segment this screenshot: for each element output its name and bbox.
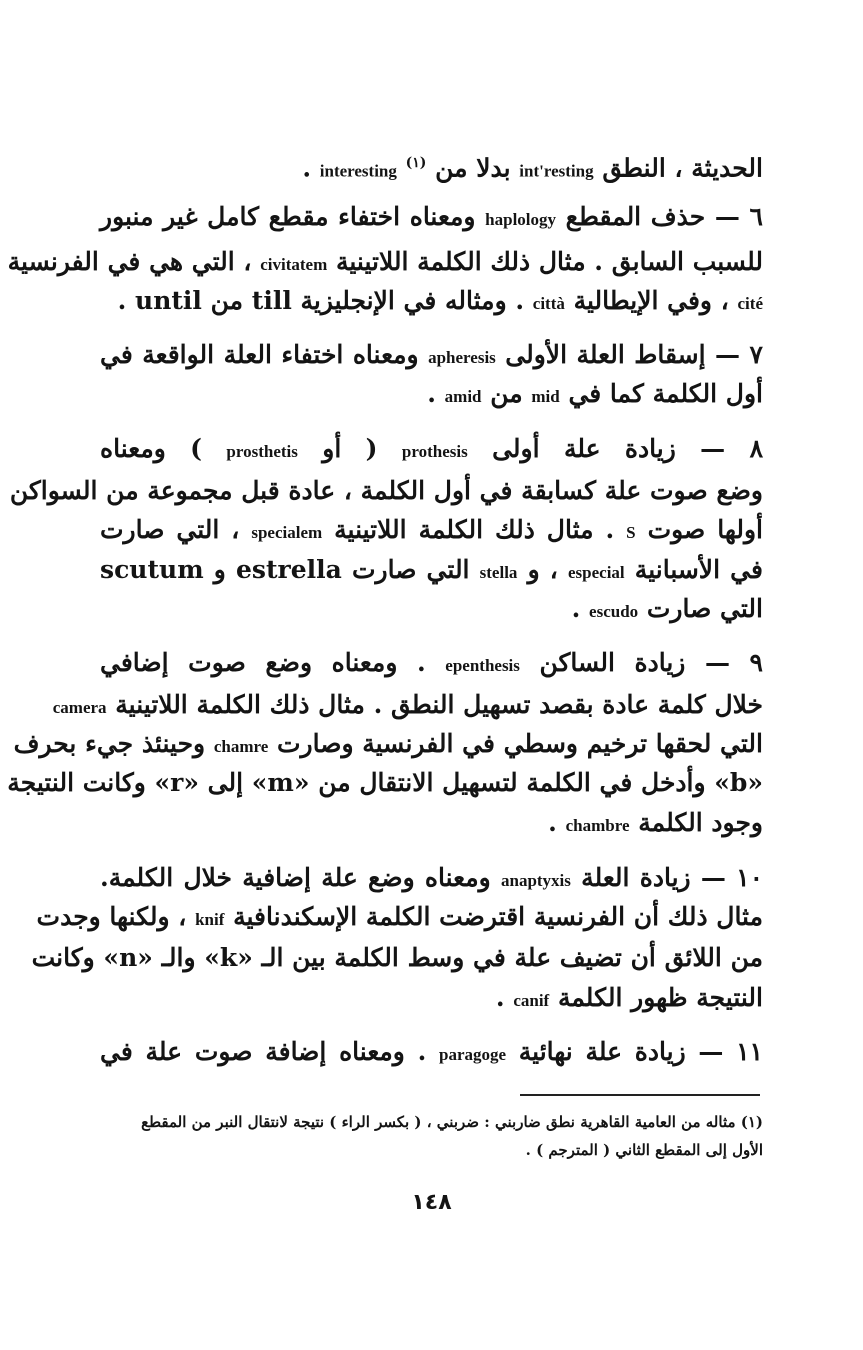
line-text: . ومثاله في الإنجليزية till من until .: [117, 286, 525, 315]
latin-term: specialem: [251, 523, 323, 542]
text-line: [100, 861, 763, 897]
footnote-marker: (١): [405, 155, 427, 171]
text-line: [100, 981, 763, 1017]
latin-term: especial: [568, 563, 625, 582]
line-text: وجود الكلمة: [638, 808, 763, 837]
line-text: ) ومعناه: [100, 434, 202, 463]
latin-term: knif: [195, 910, 225, 929]
latin-term: canif: [513, 991, 550, 1010]
latin-term: chamre: [213, 737, 269, 756]
latin-term: chambre: [565, 816, 630, 835]
line-text: ٦ — حذف المقطع: [565, 202, 763, 231]
line-text: ٩ — زيادة الساكن: [539, 648, 763, 677]
text-line: [100, 284, 763, 320]
text-line: [7, 766, 763, 802]
latin-term: anaptyxis: [500, 871, 571, 890]
text-line: [100, 1035, 763, 1071]
page-number: ١٤٨: [411, 1190, 452, 1215]
latin-term: interesting: [319, 161, 397, 181]
text-line: [31, 941, 763, 977]
latin-term: escudo: [589, 602, 639, 621]
line-text: الحديثة ، النطق: [602, 153, 763, 183]
line-text: أول الكلمة كما في: [568, 379, 763, 408]
text-line: [100, 146, 763, 182]
latin-term: paragoge: [439, 1045, 507, 1064]
latin-term: camera: [52, 698, 107, 717]
line-text: ( أو: [322, 434, 378, 463]
line-text: ١١ — زيادة علة نهائية: [518, 1037, 763, 1066]
latin-term: int'resting: [519, 161, 594, 181]
latin-term: stella: [479, 563, 518, 582]
text-line: [100, 646, 763, 682]
latin-term: prosthetis: [226, 442, 298, 461]
latin-term: prothesis: [401, 442, 468, 461]
line-text: بدلا من: [435, 153, 511, 183]
line-text: ١٠ — زيادة العلة: [581, 863, 763, 892]
line-text: ، و: [527, 555, 558, 584]
line-text: ، ولكنها وجدت: [36, 902, 187, 931]
line-text: التي صارت estrella و scutum: [100, 555, 470, 584]
line-text: خلال كلمة عادة بقصد تسهيل النطق . مثال ذلك الكلمة اللاتينية: [115, 690, 763, 719]
line-text: .: [571, 594, 581, 623]
latin-term: cité: [737, 294, 763, 313]
text-line: [100, 200, 763, 236]
text-line: [7, 245, 763, 281]
line-text: . ومعناه إضافة صوت علة في: [100, 1037, 427, 1066]
line-text: من: [490, 379, 523, 408]
line-text: للسبب السابق . مثال ذلك الكلمة اللاتينية: [335, 247, 763, 276]
footnote-separator: [520, 1094, 760, 1096]
latin-term: civitatem: [260, 255, 328, 274]
line-text: التي لحقها ترخيم وسطي في الفرنسية وصارت: [277, 729, 763, 758]
line-text: ومعناه وضع علة إضافية خلال الكلمة.: [100, 863, 491, 892]
line-text: ، وفي الإيطالية: [573, 286, 729, 315]
text-line: [36, 900, 763, 936]
line-text: ، التي صارت: [100, 515, 240, 544]
line-text: . مثال ذلك الكلمة اللاتينية: [334, 515, 615, 544]
text-line: [100, 338, 763, 374]
line-text: .: [427, 379, 436, 408]
text-line: [9, 474, 763, 510]
footnote-line: الأول إلى المقطع الثاني ( المترجم ) .: [525, 1141, 763, 1159]
latin-term: città: [532, 294, 565, 313]
text-line: [100, 592, 763, 628]
text-line: [52, 688, 763, 724]
text-line: [100, 553, 763, 589]
text-line: [100, 432, 763, 468]
line-text: ومعناه اختفاء العلة الواقعة في: [100, 340, 419, 369]
latin-term: epenthesis: [445, 656, 520, 675]
line-text: وضع صوت علة كسابقة في أول الكلمة ، عادة قبل مجموعة من السواكن: [9, 476, 763, 505]
line-text: مثال ذلك أن الفرنسية اقترضت الكلمة الإسكندنافية: [233, 902, 763, 931]
footnote-line: (١) مثاله من العامية القاهرية نطق ضاربني : ضربني ، ( بكسر الراء ) نتيجة لانتقال النبر من المقطع: [141, 1113, 763, 1131]
line-text: ٨ — زيادة علة أولى: [492, 434, 763, 463]
line-text: ، التي هي في الفرنسية: [7, 247, 252, 276]
line-text: في الأسبانية: [634, 555, 763, 584]
line-text: .: [302, 153, 312, 183]
line-text: من اللائق أن تضيف علة في وسط الكلمة بين الـ «k» والـ «n» وكانت: [31, 943, 763, 972]
line-text: أولها صوت: [647, 515, 763, 544]
text-line: [100, 806, 763, 842]
text-line: [100, 513, 763, 549]
line-text: .: [548, 808, 557, 837]
text-line: [100, 377, 763, 413]
line-text: التي صارت: [646, 594, 763, 623]
latin-term: apheresis: [428, 348, 496, 367]
line-text: ومعناه اختفاء مقطع كامل غير منبور: [100, 202, 476, 231]
latin-term: mid: [531, 387, 560, 406]
line-text: النتيجة ظهور الكلمة: [557, 983, 763, 1012]
latin-term: amid: [444, 387, 482, 406]
line-text: ٧ — إسقاط العلة الأولى: [505, 340, 763, 369]
text-line: [13, 727, 763, 763]
latin-term: haplology: [485, 210, 557, 229]
latin-term: S: [626, 523, 636, 542]
line-text: «b» وأدخل في الكلمة لتسهيل الانتقال من «m» إلى «r» وكانت النتيجة: [7, 768, 763, 797]
line-text: وحينئذ جيء بحرف: [13, 729, 206, 758]
line-text: . ومعناه وضع صوت إضافي: [100, 648, 426, 677]
line-text: .: [495, 983, 505, 1012]
